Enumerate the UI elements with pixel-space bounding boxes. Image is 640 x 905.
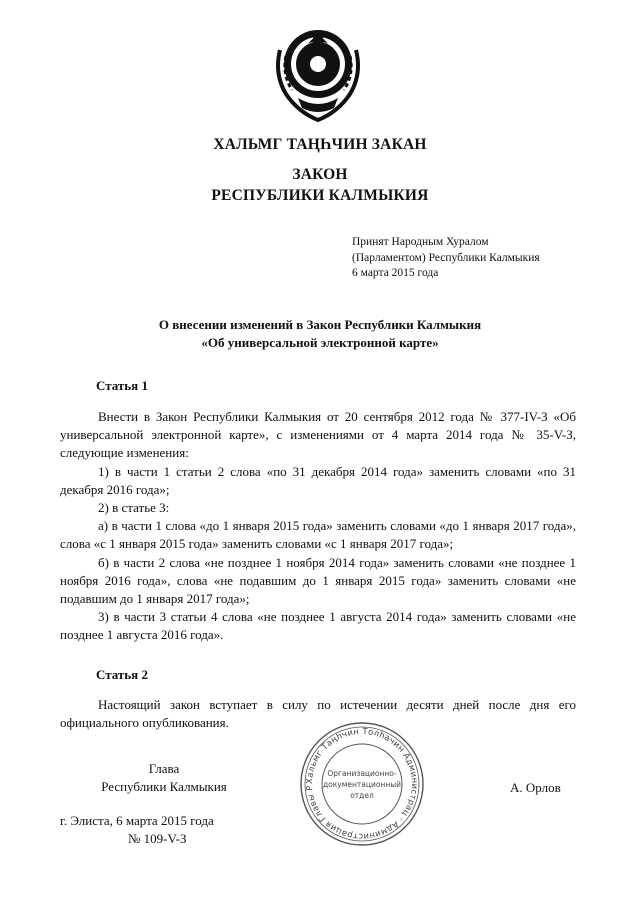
adoption-note [352, 235, 540, 282]
article-1-paragraph: Внести в Закон Республики Калмыкия от 20 сентября 2012 года № 377-IV-З «Об универсальной электронной карте», с изменениями от 4 марта 2014 года № 35-V-З, следующие изменения: [60, 409, 576, 461]
law-title-line-1: О внесении изменений в Закон Республики Калмыкия [158, 317, 482, 332]
place-date: г. Элиста, 6 марта 2015 года [60, 813, 214, 828]
law-title-line-2: «Об универсальной электронной карте» [201, 335, 439, 350]
article-1-paragraph: а) в части 1 слова «до 1 января 2015 года» заменить словами «до 1 января 2017 года», слова «с 1 января 2015 года» заменить словами «с 1 января 2017 года»; [60, 518, 576, 552]
article-2-heading: Статья 2 [96, 667, 148, 682]
svg-text:Организационно-: Организационно- [327, 769, 397, 778]
law-number: № 109-V-З [128, 831, 187, 846]
article-1-paragraph: 3) в части 3 статьи 4 слова «не позднее 1 августа 2014 года» заменить словами «не позднее 1 августа 2016 года». [60, 609, 576, 643]
adoption-line-2: (Парламентом) Республики Калмыкия [352, 251, 540, 264]
adoption-line-3: 6 марта 2015 года [352, 267, 439, 279]
article-1-paragraph: б) в части 2 слова «не позднее 1 ноября 2014 года» заменить словами «не позднее 1 ноября 2016 года», слова «не подавшим до 1 января 2015 года» заменить словами «не подавшим до 1 января 2017 года»; [60, 554, 576, 607]
signatory-name: А. Орлов [510, 780, 561, 795]
official-seal [298, 720, 426, 848]
republic-title: РЕСПУБЛИКИ КАЛМЫКИЯ [211, 187, 429, 204]
article-1-body [60, 408, 576, 645]
svg-text:отдел: отдел [350, 791, 374, 800]
law-title [0, 316, 640, 352]
svg-text:документационный: документационный [322, 780, 402, 789]
svg-text:Хальмг Таңһчин Толһачин Админи: Хальмг Таңһчин Толһачин Администрац · Администрация Главы Р [303, 725, 421, 843]
signatory-position [78, 760, 250, 796]
adoption-line-1: Принят Народным Хуралом [352, 236, 489, 248]
republic-emblem [272, 16, 364, 124]
article-1-heading: Статья 1 [96, 378, 148, 393]
article-1-paragraph: 1) в части 1 статьи 2 слова «по 31 декабря 2014 года» заменить словами «по 31 декабря 2016 года»; [60, 463, 576, 497]
law-word: ЗАКОН [292, 166, 348, 183]
kalmyk-law-title: ХАЛЬМГ ТАҢҺЧИН ЗАКАН [213, 136, 427, 153]
article-2-paragraph: Настоящий закон вступает в силу по истечении десяти дней после дня его официального опубликования. [60, 697, 576, 731]
signatory-position-line-1: Глава [148, 761, 180, 776]
article-1-paragraph: 2) в статье 3: [98, 500, 170, 516]
signatory-position-line-2: Республики Калмыкия [101, 779, 227, 794]
